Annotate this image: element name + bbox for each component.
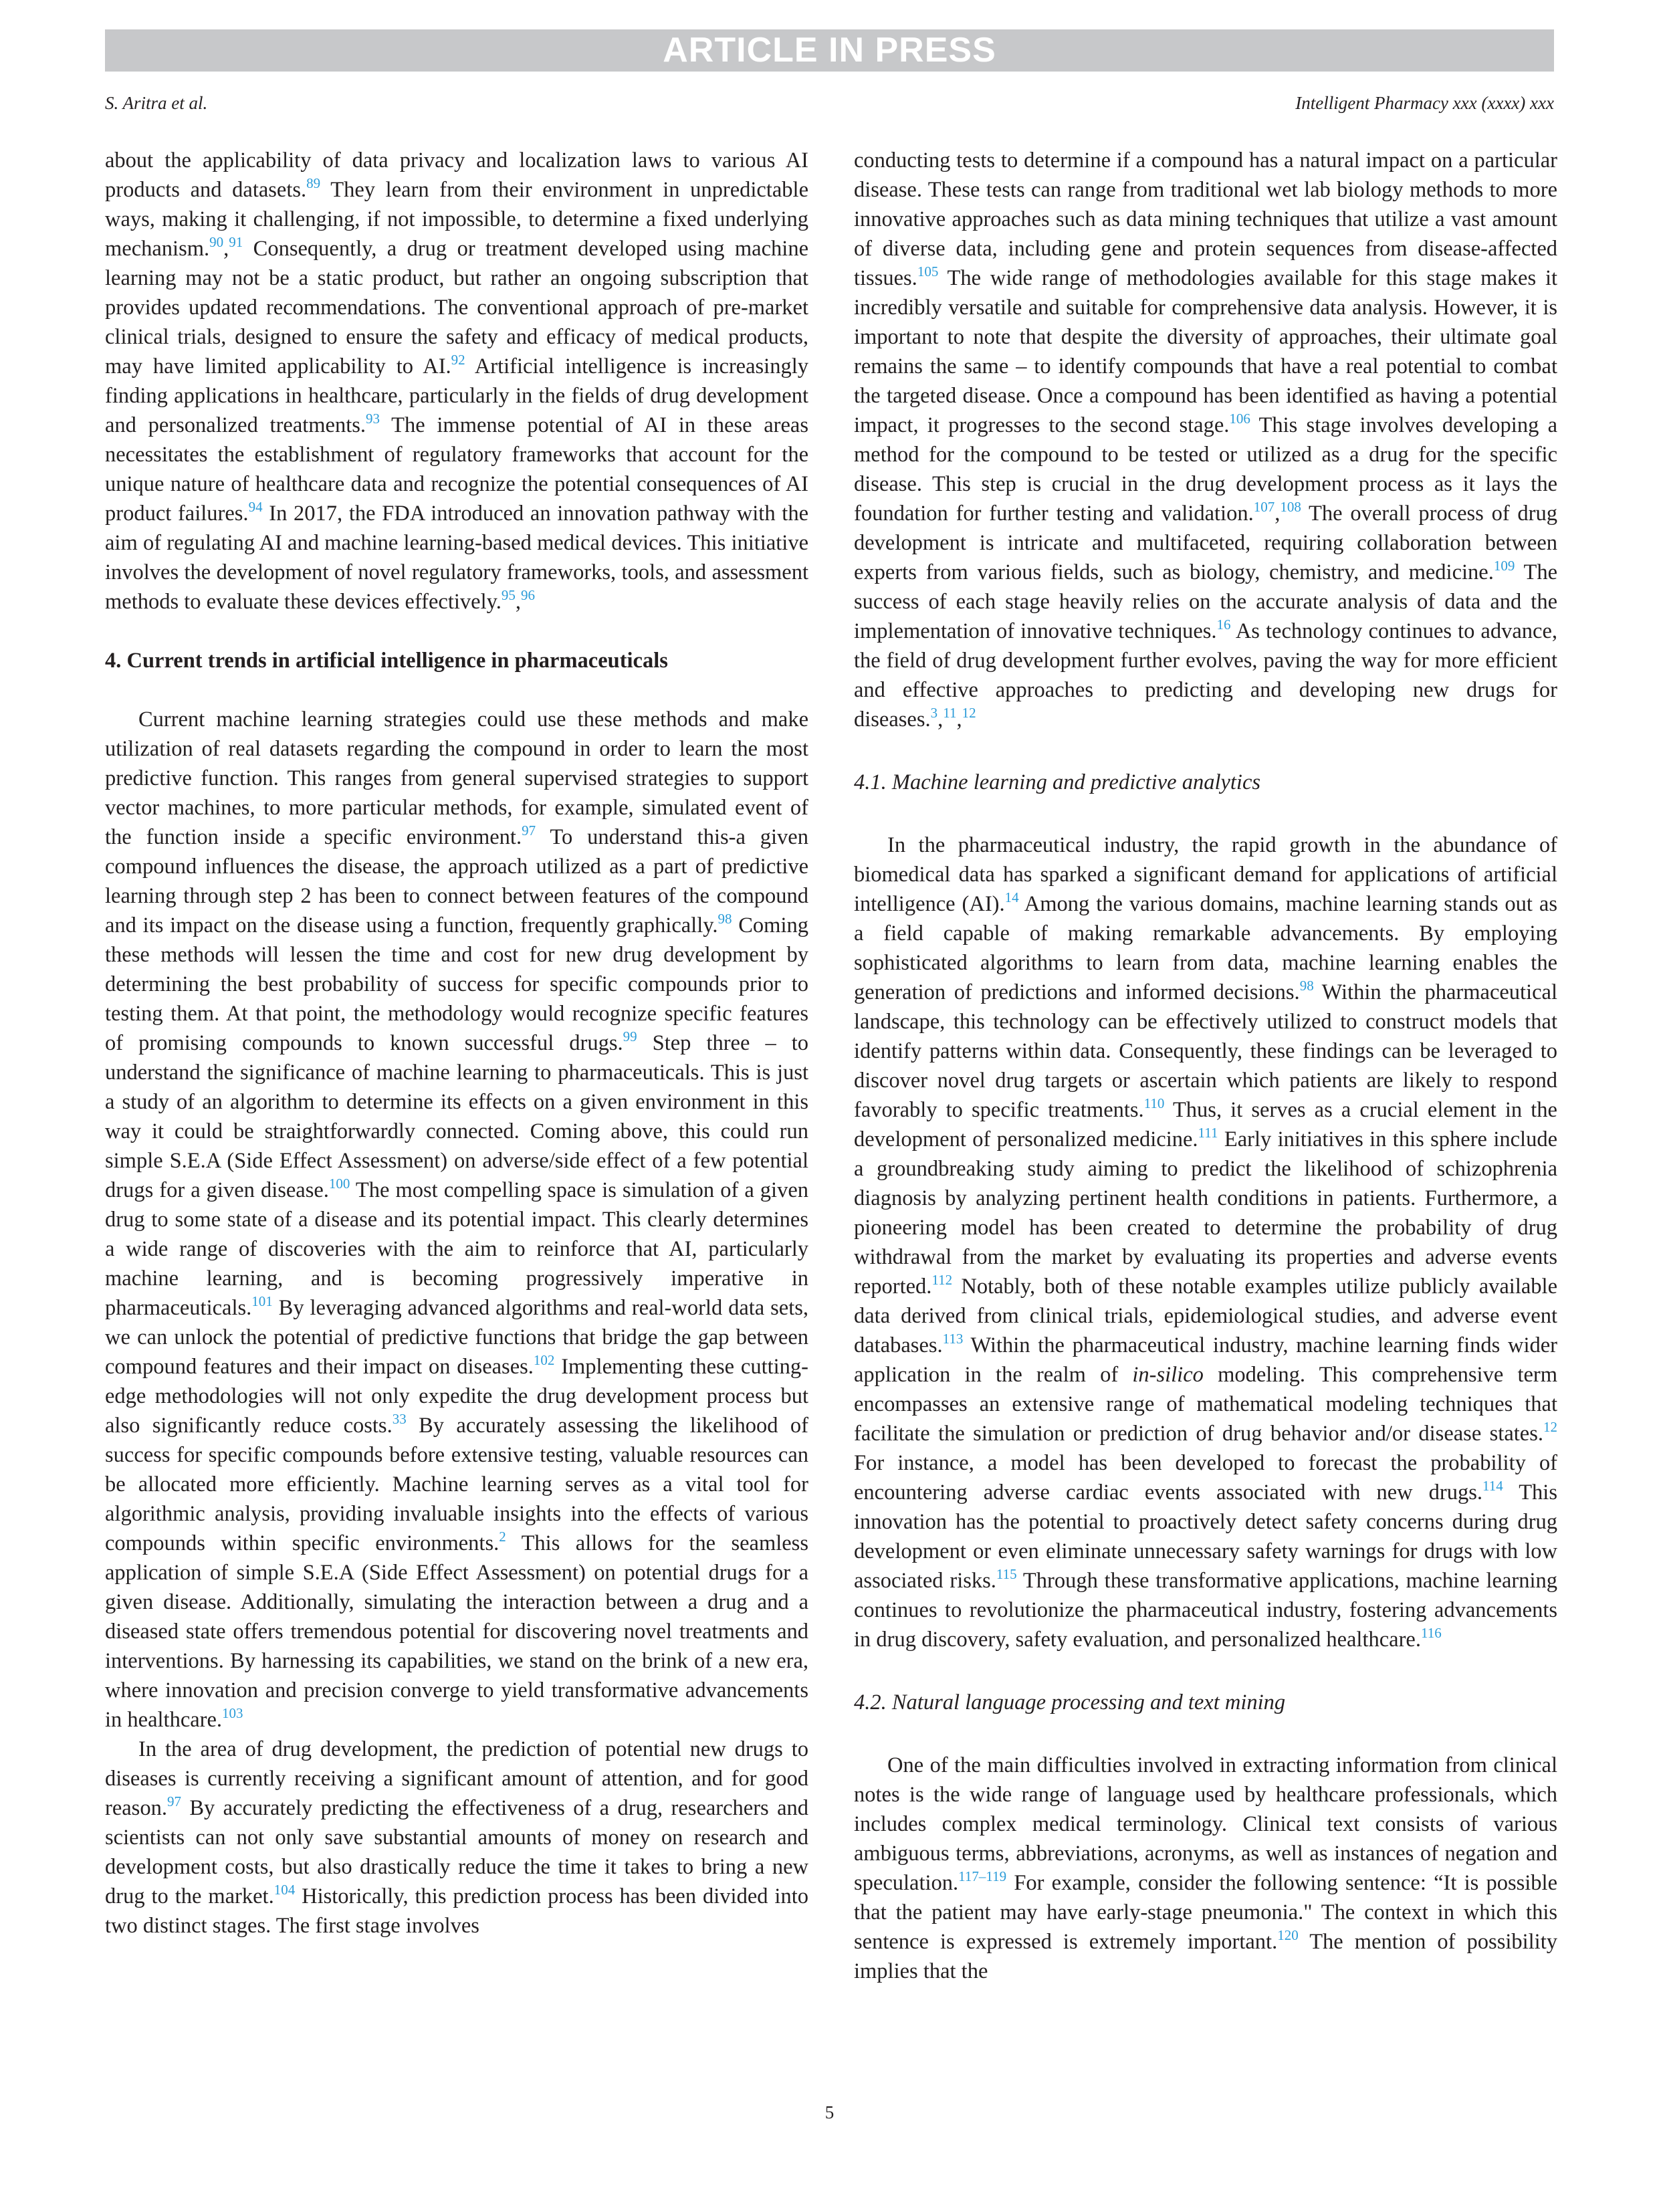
citation-link[interactable]: 102 xyxy=(533,1352,555,1368)
text-run: The mention of possibility implies that the xyxy=(854,1930,1557,1983)
citation-link[interactable]: 2 xyxy=(499,1529,506,1545)
text-run: , xyxy=(515,590,522,614)
citation-link[interactable]: 114 xyxy=(1482,1478,1503,1494)
text-run: For instance, a model has been developed to forecast the probability of encountering adverse cardiac events associated with new drugs. xyxy=(854,1451,1557,1505)
citation-link[interactable]: 120 xyxy=(1277,1927,1299,1943)
text-run: One of the main difficulties involved in extracting information from clinical notes is the wide range of language used by healthcare professionals, which includes complex medical terminology. Clinical text consists of various ambiguous terms, abbreviations, acronyms, as well as instances of negation and speculation. xyxy=(854,1753,1557,1895)
citation-link[interactable]: 89 xyxy=(306,175,321,191)
text-run: This allows for the seamless application of simple S.E.A (Side Effect Assessment) on potential drugs for a given disease. Additionally, simulating the interaction between a drug and a diseased state offers tremendous potential for discovering novel treatments and interventions. By harnessing its capabilities, we stand on the brink of a new era, where innovation and precision converge to yield transformative advancements in healthcare. xyxy=(105,1531,808,1732)
citation-link[interactable]: 111 xyxy=(1198,1125,1218,1141)
citation-link[interactable]: 95 xyxy=(501,587,516,603)
text-run: The success of each stage heavily relies on the accurate analysis of data and the implementation of innovative techniques. xyxy=(854,560,1557,643)
paragraph xyxy=(105,1735,808,1941)
article-in-press-banner: ARTICLE IN PRESS xyxy=(105,29,1554,72)
text-run: Within the pharmaceutical industry, machine learning finds wider application in the realm of xyxy=(854,1333,1557,1387)
citation-link[interactable]: 16 xyxy=(1216,617,1231,633)
text-run: To understand this-a given compound influences the disease, the approach utilized as a part of predictive learning through step 2 has been to connect between features of the compound and its impact on the disease using a function, frequently graphically. xyxy=(105,825,808,937)
text-run: The wide range of methodologies available for this stage makes it incredibly versatile and suitable for comprehensive data analysis. However, it is important to note that despite the diversity of approaches, their ultimate goal remains the same – to identify compounds that have a real potential to combat the targeted disease. Once a compound has been identified as having a potential impact, it progresses to the second stage. xyxy=(854,266,1557,437)
text-run: Implementing these cutting-edge methodologies will not only expedite the drug development process but also significantly reduce costs. xyxy=(105,1355,808,1438)
subsection-heading: 4.2. Natural language processing and text mining xyxy=(854,1690,1286,1715)
text-run: , xyxy=(1275,502,1281,526)
text-run xyxy=(854,833,1557,1387)
text-run: conducting tests to determine if a compound has a natural impact on a particular disease. These tests can range from traditional wet lab biology methods to more innovative approaches such as data mining techniques that utilize a vast amount of diverse data, including gene and protein sequences from disease-affected tissues. xyxy=(854,148,1557,290)
citation-link[interactable]: 112 xyxy=(931,1272,953,1288)
citation-link[interactable]: 113 xyxy=(942,1331,964,1347)
paragraph xyxy=(105,146,808,617)
text-run: As technology continues to advance, the field of drug development further evolves, paving the way for more efficient and effective approaches to predicting and developing new drugs for diseases. xyxy=(854,619,1557,732)
text-run: modeling. This comprehensive term encompasses an extensive range of mathematical modeling techniques that facilitate the simulation or prediction of drug behavior and/or disease states. xyxy=(854,1363,1558,1446)
text-run: , xyxy=(956,707,962,732)
text-run: For example, consider the following sentence: “It is possible that the patient may have early-stage pneumonia." The context in which this sentence is expressed is extremely important. xyxy=(854,1871,1557,1954)
paragraph xyxy=(854,146,1557,734)
citation-link[interactable]: 109 xyxy=(1493,558,1515,574)
citation-link[interactable]: 106 xyxy=(1229,411,1250,427)
text-run: about the applicability of data privacy and localization laws to various AI products and datasets. xyxy=(105,148,808,202)
citation-link[interactable]: 12 xyxy=(1543,1419,1557,1435)
text-run: In the area of drug development, the prediction of potential new drugs to diseases is currently receiving a significant amount of attention, and for good reason. xyxy=(105,1737,808,1820)
citation-link[interactable]: 103 xyxy=(222,1705,243,1721)
citation-link[interactable]: 108 xyxy=(1280,499,1301,515)
citation-link[interactable]: 14 xyxy=(1004,889,1019,905)
text-run: Consequently, a drug or treatment developed using machine learning may not be a static product, but rather an ongoing subscription that provides updated recommendations. The conventional approach of pre-market clinical trials, designed to ensure the safety and efficacy of medical products, may have limited applicability to AI. xyxy=(105,237,808,378)
citation-link[interactable]: 91 xyxy=(229,234,243,250)
citation-link[interactable]: 90 xyxy=(209,234,224,250)
citation-link[interactable]: 101 xyxy=(251,1293,273,1309)
text-run: Coming these methods will lessen the time and cost for new drug development by determining the best probability of success for specific compounds prior to testing them. At that point, the methodology would recognize specific features of promising compounds to known successful drugs. xyxy=(105,913,808,1055)
text-run: They learn from their environment in unpredictable ways, making it challenging, if not impossible, to determine a fixed underlying mechanism. xyxy=(105,178,809,261)
citation-link[interactable]: 97 xyxy=(522,822,536,839)
text-run: Within the pharmaceutical landscape, this technology can be effectively utilized to construct models that identify patterns within data. Consequently, these findings can be leveraged to discover novel drug targets or ascertain which patients are likely to respond favorably to specific treatments. xyxy=(854,980,1557,1122)
citation-link[interactable]: 98 xyxy=(717,911,732,927)
citation-link[interactable]: 97 xyxy=(167,1793,181,1809)
citation-link[interactable]: 11 xyxy=(943,705,957,721)
citation-link[interactable]: 115 xyxy=(996,1566,1017,1582)
text-run: Among the various domains, machine learning stands out as a field capable of making remarkable advancements. By employing sophisticated algorithms to learn from data, machine learning enables the generation of predictions and informed decisions. xyxy=(854,892,1557,1004)
text-run: Through these transformative applications, machine learning continues to revolutionize the pharmaceutical industry, fostering advancements in drug discovery, safety evaluation, and personalized healthcare. xyxy=(854,1569,1558,1652)
subsection-heading: 4.1. Machine learning and predictive analytics xyxy=(854,770,1261,794)
citation-link[interactable]: 92 xyxy=(451,352,465,368)
text-run: Notably, both of these notable examples utilize publicly available data derived from clinical trials, epidemiological studies, and adverse event databases. xyxy=(854,1275,1557,1357)
italic-term: in-silico xyxy=(1132,1363,1204,1387)
text-run: Step three – to understand the significance of machine learning to pharmaceuticals. This is just a study of an algorithm to determine its effects on a given environment in this way it could be straightforwardly connected. Coming above, this could run simple S.E.A (Side Effect Assessment) on adverse/side effect of a few potential drugs for a given disease. xyxy=(105,1031,809,1202)
text-run: Artificial intelligence is increasingly finding applications in healthcare, particularly in the fields of drug development and personalized treatments. xyxy=(105,354,808,437)
right-column xyxy=(854,146,1557,1986)
running-header-journal: Intelligent Pharmacy xxx (xxxx) xxx xyxy=(1295,93,1554,113)
citation-link[interactable]: 98 xyxy=(1299,978,1314,994)
text-run: By leveraging advanced algorithms and real-world data sets, we can unlock the potential of predictive functions that bridge the gap between compound features and their impact on diseases. xyxy=(105,1296,808,1379)
text-run: Thus, it serves as a crucial element in the development of personalized medicine. xyxy=(854,1098,1557,1151)
citation-link[interactable]: 12 xyxy=(962,705,976,721)
text-run: , xyxy=(937,707,944,732)
citation-link[interactable]: 116 xyxy=(1420,1625,1442,1641)
citation-link[interactable]: 110 xyxy=(1143,1095,1165,1111)
page-number: 5 xyxy=(824,2102,835,2122)
paragraph xyxy=(854,831,1557,1654)
text-run: In the pharmaceutical industry, the rapid growth in the abundance of biomedical data has sparked a significant demand for applications of artificial intelligence (AI). xyxy=(854,833,1557,916)
citation-link[interactable]: 3 xyxy=(930,705,938,721)
text-run: Historically, this prediction process has been divided into two distinct stages. The first stage involves xyxy=(105,1884,808,1938)
citation-link[interactable]: 105 xyxy=(917,263,939,280)
paragraph xyxy=(105,705,808,1735)
running-header-authors: S. Aritra et al. xyxy=(105,93,208,113)
text-run xyxy=(854,1363,1557,1652)
paragraph xyxy=(854,1751,1557,1986)
text-run: By accurately predicting the effectiveness of a drug, researchers and scientists can not only save substantial amounts of money on research and development costs, but also drastically reduce the time it takes to bring a new drug to the market. xyxy=(105,1796,808,1908)
left-column xyxy=(105,146,808,1941)
section-heading: 4. Current trends in artificial intelligence in pharmaceuticals xyxy=(105,649,668,673)
citation-link[interactable]: 107 xyxy=(1253,499,1275,515)
citation-link[interactable]: 117–119 xyxy=(958,1868,1007,1884)
citation-link[interactable]: 96 xyxy=(521,587,536,603)
citation-link[interactable]: 104 xyxy=(273,1882,296,1898)
text-run: By accurately assessing the likelihood of success for specific compounds before extensive testing, valuable resources can be allocated more efficiently. Machine learning serves as a vital tool for algorithmic analysis, providing invaluable insights into the effects of various compounds within specific environments. xyxy=(105,1414,808,1555)
citation-link[interactable]: 33 xyxy=(392,1411,407,1427)
citation-link[interactable]: 93 xyxy=(366,411,380,427)
text-run: , xyxy=(223,237,229,261)
text-run: The most compelling space is simulation of a given drug to some state of a disease and its potential impact. This clearly determines a wide range of discoveries with the aim to reinforce that AI, particularly machine learning, and is becoming progressively imperative in pharmaceuticals. xyxy=(105,1178,808,1320)
text-run: This innovation has the potential to proactively detect safety concerns during drug development or even eliminate unnecessary safety warnings for drugs with low associated risks. xyxy=(854,1480,1557,1593)
citation-link[interactable]: 94 xyxy=(248,499,263,515)
citation-link[interactable]: 99 xyxy=(623,1028,637,1044)
text-run: The overall process of drug development is intricate and multifaceted, requiring collaboration between experts from various fields, such as biology, chemistry, and medicine. xyxy=(854,502,1557,584)
text-run: This stage involves developing a method for the compound to be tested or utilized as a drug for the specific disease. This step is crucial in the drug development process as it lays the foundation for further testing and validation. xyxy=(854,413,1557,526)
text-run: In 2017, the FDA introduced an innovation pathway with the aim of regulating AI and machine learning-based medical devices. This initiative involves the development of novel regulatory frameworks, tools, and assessment methods to evaluate these devices effectively. xyxy=(105,502,808,614)
text-run: The immense potential of AI in these areas necessitates the establishment of regulatory frameworks that account for the unique nature of healthcare data and recognize the potential consequences of AI product failures. xyxy=(105,413,808,526)
citation-link[interactable]: 100 xyxy=(328,1176,350,1192)
text-run: Early initiatives in this sphere include a groundbreaking study aiming to predict the likelihood of schizophrenia diagnosis by analyzing pertinent health conditions in patients. Furthermore, a pioneering model has been created to determine the probability of drug withdrawal from the market by evaluating its properties and adverse events reported. xyxy=(854,1127,1557,1299)
text-run: Current machine learning strategies could use these methods and make utilization of real datasets regarding the compound in order to learn the most predictive function. This ranges from general supervised strategies to support vector machines, to more particular methods, for example, simulated event of the function inside a specific environment. xyxy=(105,707,808,849)
